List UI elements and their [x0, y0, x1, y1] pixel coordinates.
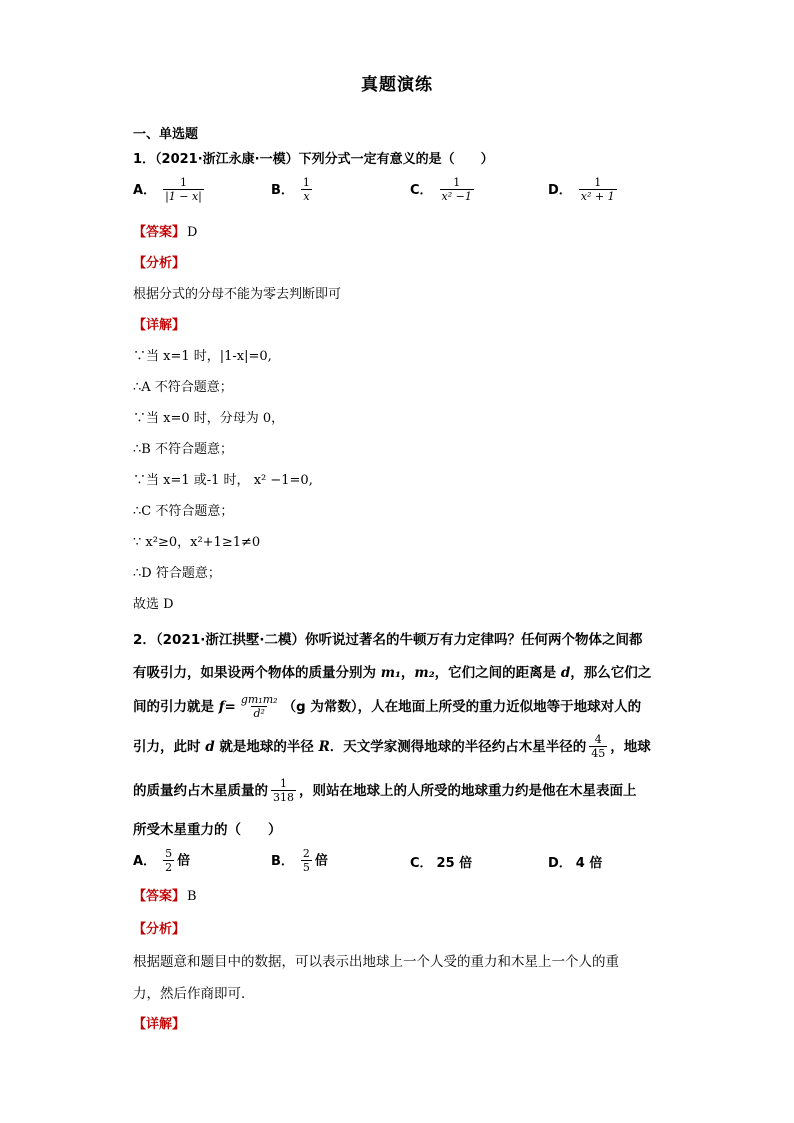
text-run: ，那么它们之: [570, 665, 652, 681]
text-run: ，: [400, 665, 415, 681]
page-title: 真题演练: [361, 75, 433, 95]
q1-detail-tag: 【详解】: [133, 318, 186, 333]
fraction: [301, 848, 312, 874]
answer-tag: 【答案】: [133, 889, 186, 904]
q1-detail-line: ∴B 不符合题意；: [133, 442, 233, 457]
q2-stem-line: [133, 778, 637, 804]
text-run: 的质量约占木星质量的: [133, 783, 268, 799]
fraction: [163, 177, 204, 203]
q2-stem-line: [133, 734, 651, 760]
option-label: D．: [548, 182, 572, 198]
option-label: B．: [271, 182, 294, 198]
q2-analysis-text: 根据题意和题目中的数据，可以表示出地球上一个人受的重力和木星上一个人的重: [133, 954, 619, 970]
fraction-numerator: gm₁m₂: [240, 693, 278, 706]
option-label: B．: [271, 853, 294, 869]
symbol-d: d: [560, 665, 571, 681]
fraction-denominator: 2: [165, 861, 173, 874]
fraction-numerator: 1: [179, 176, 187, 189]
fraction-denominator: |1 − x|: [165, 190, 202, 203]
q2-analysis-text: 力，然后作商即可．: [133, 986, 255, 1002]
option-label: A．: [133, 853, 157, 869]
text-run: （g 为常数），人在地面上所受的重力近似地等于地球对人的: [282, 699, 642, 715]
fraction: [589, 734, 607, 760]
q1-option-b: [271, 177, 315, 203]
fraction-denominator: x² + 1: [580, 190, 615, 203]
fraction: [163, 848, 174, 874]
gravity-formula: [239, 694, 280, 720]
q2-option-b: [271, 848, 328, 874]
fraction-numerator: 1: [302, 176, 310, 189]
text-run: 就是地球的半径: [214, 739, 319, 755]
q2-option-a: [133, 848, 190, 874]
option-label: D．: [548, 856, 572, 871]
fraction: [579, 177, 617, 203]
option-text: 25 倍: [436, 856, 473, 871]
fraction-numerator: 5: [165, 847, 173, 860]
text-run: =: [224, 699, 236, 715]
q2-option-c: [410, 852, 472, 871]
q1-analysis-tag: 【分析】: [133, 256, 186, 271]
section-heading: 一、单选题: [133, 127, 199, 142]
fraction-numerator: 1: [453, 176, 461, 189]
answer-value: D: [187, 225, 198, 240]
fraction-denominator: 5: [302, 861, 310, 874]
q2-stem-line: 2．（2021·浙江拱墅·二模）你听说过著名的牛顿万有力定律吗？任何两个物体之间都: [133, 632, 643, 648]
q1-detail-line: ∴D 符合题意；: [133, 566, 221, 581]
symbol-r: R: [318, 739, 330, 755]
fraction-denominator: x² −1: [441, 190, 472, 203]
text-run: 引力，此时: [133, 739, 206, 755]
fraction-numerator: 1: [280, 777, 287, 790]
option-label: C．: [410, 856, 433, 871]
q2-stem-line: [133, 694, 641, 720]
answer-value: B: [187, 889, 197, 904]
q1-option-c: [410, 177, 477, 203]
text-run: ，地球: [610, 739, 651, 755]
q2-option-d: [548, 852, 602, 871]
option-suffix: 倍: [177, 853, 191, 869]
symbol-d: d: [205, 739, 215, 755]
option-suffix: 倍: [314, 853, 328, 869]
answer-tag: 【答案】: [133, 225, 186, 240]
symbol-m1: m₁: [380, 665, 401, 681]
q1-detail-line: ∵当 x=1 或-1 时， x² −1=0,: [133, 473, 313, 488]
text-run: ．天文学家测得地球的半径约占木星半径的: [329, 739, 587, 755]
symbol-f: f: [218, 699, 225, 715]
fraction: [271, 778, 296, 804]
text-run: 间的引力就是: [133, 699, 219, 715]
fraction-numerator: 1: [594, 176, 602, 189]
option-label: C．: [410, 182, 433, 198]
option-text: 4 倍: [575, 856, 603, 871]
q1-answer: [133, 224, 197, 242]
symbol-m2: m₂: [414, 665, 435, 681]
text-run: 有吸引力，如果设两个物体的质量分别为: [133, 665, 381, 681]
option-label: A．: [133, 182, 157, 198]
q2-detail-tag: 【详解】: [133, 1017, 186, 1032]
fraction-denominator: d²: [253, 707, 265, 720]
q2-answer: [133, 888, 197, 906]
q2-stem-line: [133, 661, 651, 681]
q2-analysis-tag: 【分析】: [133, 922, 186, 937]
q1-detail-line: ∵当 x=1 时，|1-x|=0,: [133, 349, 272, 364]
fraction-numerator: 4: [594, 733, 602, 746]
text-run: ，则站在地球上的人所受的地球重力约是他在木星表面上: [299, 783, 637, 799]
q1-stem: 1．（2021·浙江永康·一模）下列分式一定有意义的是（ ）: [133, 152, 494, 167]
q1-detail-line: ∵当 x=0 时，分母为 0，: [133, 411, 285, 426]
q1-detail-line: ∵ x²≥0，x²+1≥1≠0: [133, 535, 261, 550]
q1-detail-line: 故选 D: [133, 597, 174, 612]
fraction-numerator: 2: [302, 847, 310, 860]
fraction-denominator: 318: [273, 791, 294, 804]
q1-option-a: [133, 177, 207, 203]
q2-stem-line: 所受木星重力的（ ）: [133, 822, 282, 838]
q1-analysis-text: 根据分式的分母不能为零去判断即可: [133, 287, 342, 302]
q1-detail-line: ∴A 不符合题意；: [133, 380, 233, 395]
fraction: [301, 177, 312, 203]
fraction-denominator: 45: [591, 747, 606, 760]
q1-option-d: [548, 177, 620, 203]
fraction-denominator: x: [303, 190, 310, 203]
q1-detail-line: ∴C 不符合题意；: [133, 504, 234, 519]
fraction: [440, 177, 474, 203]
text-run: ，它们之间的距离是: [434, 665, 561, 681]
